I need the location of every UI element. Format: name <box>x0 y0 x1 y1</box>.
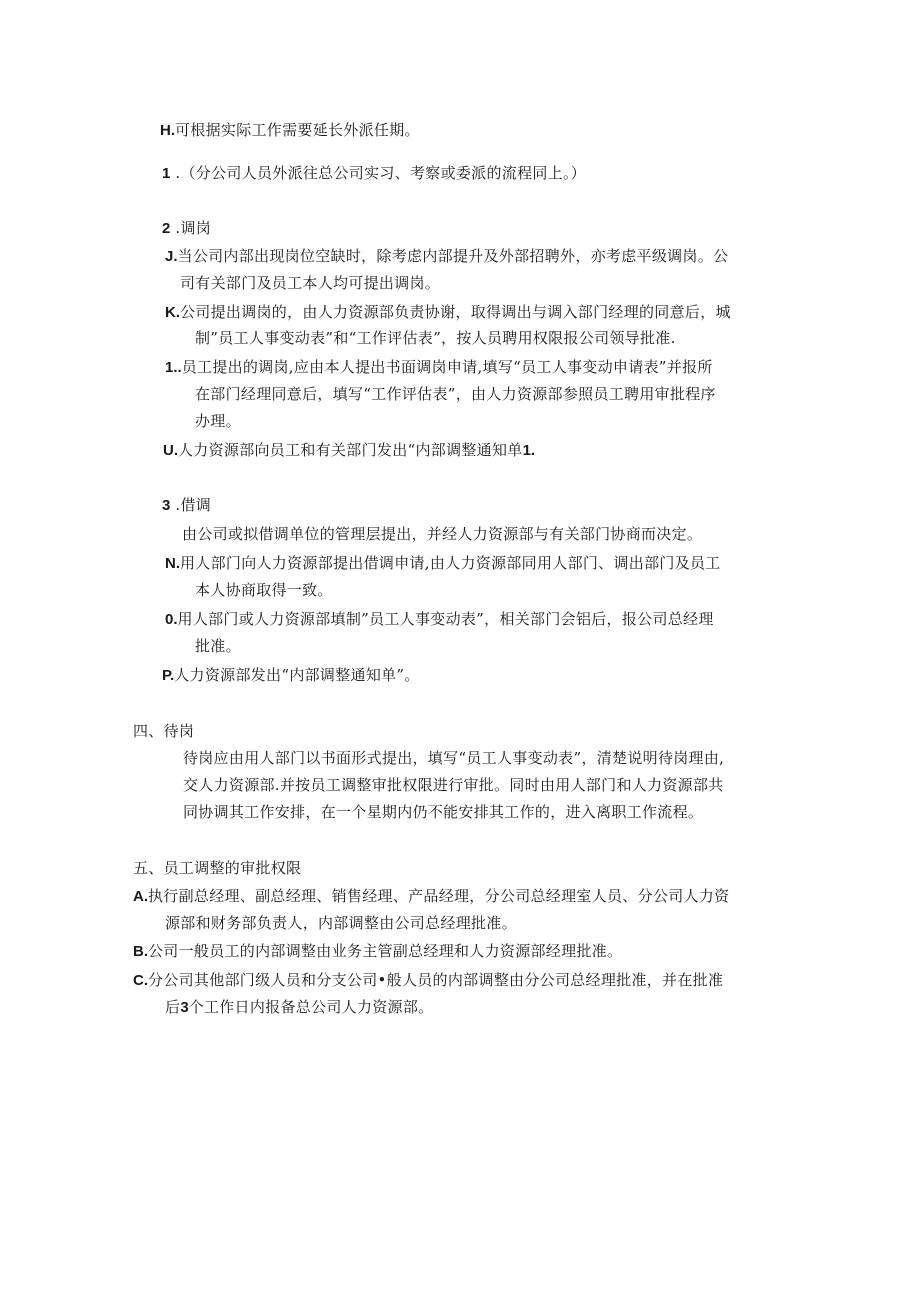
heading-standby: 四、待岗 <box>133 722 195 740</box>
standby-paragraph-line: 交人力资源部.并按员工调整审批权限进行审批。同时由用人部门和人力资源部共 <box>183 776 724 794</box>
standby-paragraph-line: 同协调其工作安排，在一个星期内仍不能安排其工作的，进入离职工作流程。 <box>183 803 704 821</box>
item-n <box>165 553 721 574</box>
item-text: 当公司内部出现岗位空缺时，除考虑内部提升及外部招聘外，亦考虑平级调岗。公 <box>177 247 729 265</box>
heading-secondment <box>162 495 211 516</box>
item-h <box>160 120 420 141</box>
item-c-continuation <box>165 997 433 1018</box>
item-j-continuation: 司有关部门及员工本人均可提出调岗。 <box>180 274 441 292</box>
heading-text: .借调 <box>170 496 212 514</box>
item-marker: C. <box>133 972 148 989</box>
item-marker: A. <box>133 888 148 905</box>
item-marker: N. <box>165 555 180 572</box>
item-marker: B. <box>133 943 148 960</box>
item-o <box>165 609 714 630</box>
heading-approval: 五、员工调整的审批权限 <box>133 859 302 877</box>
secondment-intro: 由公司或拟借调单位的管理层提出，并经人力资源部与有关部门协商而决定。 <box>182 525 703 543</box>
item-n-continuation: 本人协商取得一致。 <box>195 581 333 599</box>
item-text: 执行副总经理、副总经理、销售经理、产品经理，分公司总经理室人员、分公司人力资 <box>148 887 730 905</box>
item-j <box>165 246 728 267</box>
item-marker: K. <box>165 304 180 321</box>
item-1-continuation: 在部门经理同意后，填写“工作评估表”，由人力资源部参照员工聘用审批程序 <box>195 385 716 403</box>
item-marker: 1 <box>162 165 171 182</box>
item-marker: 1.. <box>165 359 182 376</box>
item-text: 人力资源部向员工和有关部门发出“内部调整通知单 <box>178 441 523 459</box>
item-marker: P. <box>162 667 175 684</box>
item-text: .（分公司人员外派往总公司实习、考察或委派的流程同上。） <box>170 164 587 182</box>
item-a <box>133 886 729 907</box>
continuation-text: 个工作日内报备总公司人力资源部。 <box>188 998 434 1016</box>
item-text: 用人部门向人力资源部提出借调申请,由人力资源部同用人部门、调出部门及员工 <box>180 554 721 572</box>
item-marker: U. <box>163 442 178 459</box>
item-marker: J. <box>165 248 178 265</box>
item-a-continuation: 源部和财务部负责人，内部调整由公司总经理批准。 <box>165 914 517 932</box>
item-o-continuation: 批准。 <box>195 637 241 655</box>
item-1 <box>165 357 713 378</box>
item-p <box>162 665 420 686</box>
item-text: 用人部门或人力资源部填制”员工人事变动表”，相关部门会铝后，报公司总经理 <box>177 610 714 628</box>
heading-text: .调岗 <box>170 219 212 237</box>
item-text: 员工提出的调岗,应由本人提出书面调岗申请,填写“员工人事变动申请表”并报所 <box>181 358 713 376</box>
item-1-continuation: 办理。 <box>195 412 241 430</box>
item-marker: 0. <box>165 611 178 628</box>
item-text: 公司提出调岗的，由人力资源部负责协谢，取得调出与调入部门经理的同意后，城 <box>180 303 731 321</box>
note-1 <box>162 163 586 184</box>
item-k <box>165 302 731 323</box>
heading-transfer <box>162 218 211 239</box>
standby-paragraph-line: 待岗应由用人部门以书面形式提出，填写“员工人事变动表”，清楚说明待岗理由, <box>183 749 725 767</box>
item-text: 公司一般员工的内部调整由业务主管副总经理和人力资源部经理批准。 <box>148 942 623 960</box>
item-tail: 1. <box>522 442 536 459</box>
item-c <box>133 970 723 991</box>
continuation-number: 3 <box>180 999 189 1016</box>
item-k-continuation: 制”员工人事变动表”和“工作评估表”，按人员聘用权限报公司领导批准. <box>195 329 676 347</box>
heading-number: 2 <box>162 220 171 237</box>
item-text: 人力资源部发出“内部调整通知单”。 <box>174 666 420 684</box>
item-text: 分公司其他部门级人员和分支公司•般人员的内部调整由分公司总经理批准，并在批准 <box>148 971 724 989</box>
item-b <box>133 941 622 962</box>
heading-number: 3 <box>162 497 171 514</box>
item-u <box>163 440 535 461</box>
item-text: 可根据实际工作需要延长外派任期。 <box>175 121 420 139</box>
continuation-prefix: 后 <box>165 998 181 1016</box>
item-marker: H. <box>160 122 175 139</box>
